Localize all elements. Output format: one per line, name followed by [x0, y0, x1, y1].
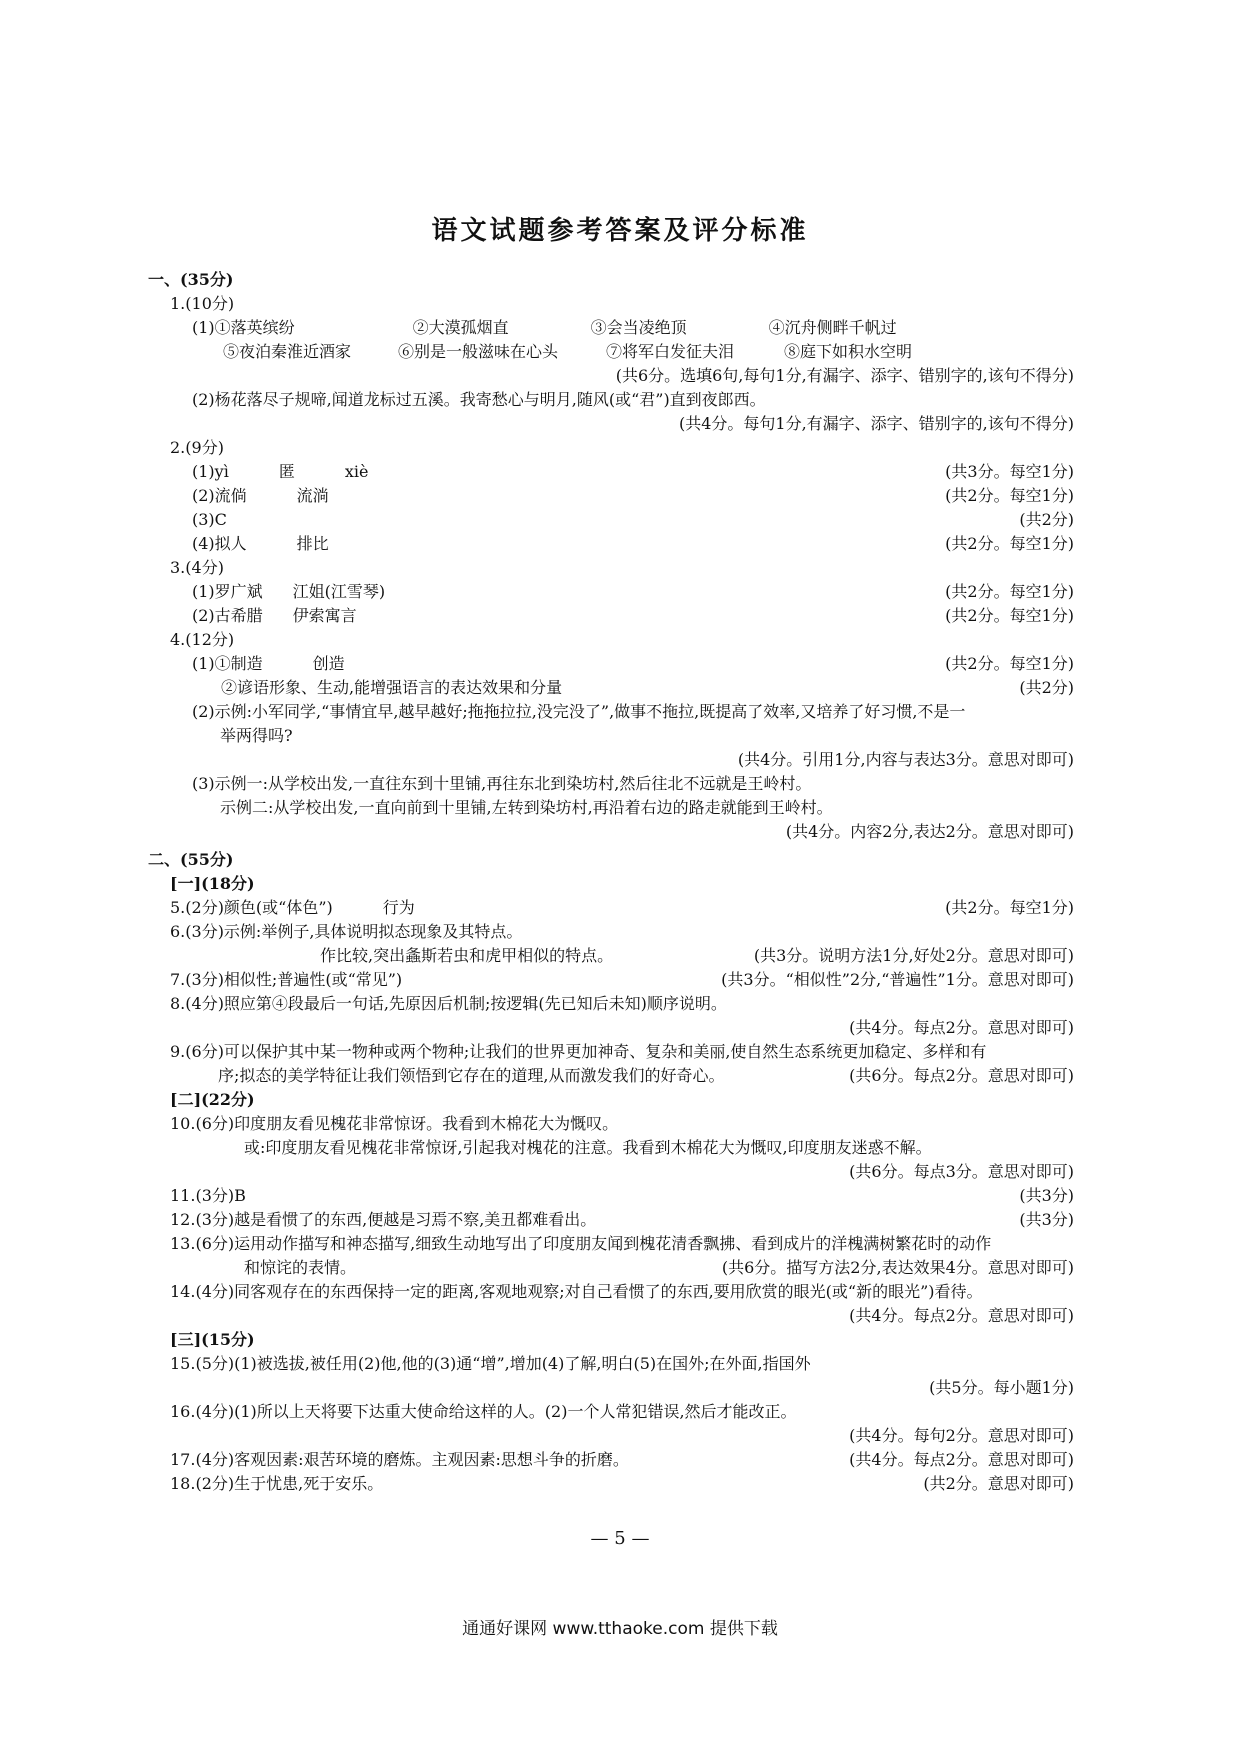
footer-credit: 通通好课网 www.tthaoke.com 提供下载: [462, 1619, 778, 1639]
q4-r2-score-line: [148, 748, 1074, 772]
q9-text2: 序;拟态的美学特征让我们领悟到它存在的道理,从而激发我们的好奇心。: [218, 1066, 725, 1085]
q16-score-line: [148, 1424, 1074, 1448]
q1-poems-row2: [148, 340, 1074, 364]
q1-s1-score-line: [148, 364, 1074, 388]
q15-score: (共5分。每小题1分): [929, 1378, 1074, 1397]
part1-heading: [148, 268, 1074, 292]
q1-poem-8: ⑧庭下如积水空明: [784, 342, 913, 361]
q13-line2: [148, 1256, 1074, 1280]
q1-poem-3: ③会当凌绝顶: [590, 318, 687, 337]
sec1-text: [一](18分): [170, 874, 255, 893]
q1-poem-2: ②大漠孤烟直: [412, 318, 509, 337]
q2-r4-a: (4)拟人: [192, 534, 247, 553]
q2-r3-a: (3)C: [192, 510, 227, 529]
q8-line: [148, 992, 1074, 1016]
q1-poem-4: ④沉舟侧畔千帆过: [768, 318, 897, 337]
q14-text: 14.(4分)同客观存在的东西保持一定的距离,客观地观察;对自己看惯了的东西,要用欣赏的眼光(或“新的眼光”)看待。: [170, 1282, 983, 1301]
q1-poem-6: ⑥别是一般滋味在心头: [398, 342, 559, 361]
q2-r2-b: 流淌: [296, 486, 329, 505]
q16-score: (共4分。每句2分。意思对即可): [849, 1426, 1074, 1445]
q6-line2: [148, 944, 1074, 968]
part1-heading-text: 一、(35分): [148, 270, 234, 289]
q5-score: (共2分。每空1分): [945, 898, 1074, 917]
q8-text: 8.(4分)照应第④段最后一句话,先原因后机制;按逻辑(先已知后未知)顺序说明。: [170, 994, 727, 1013]
q10-text1: 10.(6分)印度朋友看见槐花非常惊讶。我看到木棉花大为慨叹。: [170, 1114, 619, 1133]
q2-r1-a: (1)yì: [192, 462, 229, 481]
part2-heading: [148, 848, 1074, 872]
q1-s2-score-line: [148, 412, 1074, 436]
q2-row3: [148, 508, 1074, 532]
q18-score: (共2分。意思对即可): [923, 1474, 1074, 1493]
q4-r2-line1: (2)示例:小军同学,“事情宜早,越早越好;拖拖拉拉,没完没了”,做事不拖拉,既提高了效率,又培养了好习惯,不是一: [192, 702, 966, 721]
part2-heading-text: 二、(55分): [148, 850, 234, 869]
q3-r1-a: (1)罗广斌: [192, 582, 263, 601]
q4-r3-line2: 示例二:从学校出发,一直向前到十里铺,左转到染坊村,再沿着右边的路走就能到王岭村。: [220, 798, 833, 817]
q4-row1-2: [148, 676, 1074, 700]
q4-r2-score: (共4分。引用1分,内容与表达3分。意思对即可): [737, 750, 1074, 769]
q4-row2-line1: [148, 700, 1074, 724]
q9-line1: [148, 1040, 1074, 1064]
answer-content: [148, 268, 1074, 1496]
q13-text2: 和惊诧的表情。: [244, 1258, 357, 1277]
q1-head: [148, 292, 1074, 316]
q13-text1: 13.(6分)运用动作描写和神态描写,细致生动地写出了印度朋友闻到槐花清香飘拂、看到成片的洋槐满树繁花时的动作: [170, 1234, 992, 1253]
q3-row1: [148, 580, 1074, 604]
q5-b: 行为: [382, 898, 415, 917]
q1-s1-score: (共6分。选填6句,每句1分,有漏字、添字、错别字的,该句不得分): [615, 366, 1074, 385]
q4-r1-b: 创造: [312, 654, 345, 673]
q15-score-line: [148, 1376, 1074, 1400]
q3-head-text: 3.(4分): [170, 558, 224, 577]
q13-line1: [148, 1232, 1074, 1256]
q10-line2: [148, 1136, 1074, 1160]
q17-score: (共4分。每点2分。意思对即可): [849, 1450, 1074, 1469]
q2-row2: [148, 484, 1074, 508]
q8-score-line: [148, 1016, 1074, 1040]
q6-score: (共3分。说明方法1分,好处2分。意思对即可): [753, 946, 1074, 965]
q3-head: [148, 556, 1074, 580]
q14-line: [148, 1280, 1074, 1304]
q11-score: (共3分): [1019, 1186, 1074, 1205]
part2-sec2: [148, 1088, 1074, 1112]
q1-s2-text: (2)杨花落尽子规啼,闻道龙标过五溪。我寄愁心与明月,随风(或“君”)直到夜郎西。: [192, 390, 766, 409]
q4-row3-line1: [148, 772, 1074, 796]
q2-r1-score: (共3分。每空1分): [945, 462, 1074, 481]
q2-head-text: 2.(9分): [170, 438, 224, 457]
q18-line: [148, 1472, 1074, 1496]
q1-s2-score: (共4分。每句1分,有漏字、添字、错别字的,该句不得分): [678, 414, 1074, 433]
q6-text1: 6.(3分)示例:举例子,具体说明拟态现象及其特点。: [170, 922, 523, 941]
q4-r1-2-score: (共2分): [1019, 678, 1074, 697]
q2-r2-a: (2)流倘: [192, 486, 247, 505]
q2-r3-score: (共2分): [1019, 510, 1074, 529]
q4-r3-score-line: [148, 820, 1074, 844]
q3-row2: [148, 604, 1074, 628]
q2-row4: [148, 532, 1074, 556]
q4-r1-2-text: ②谚语形象、生动,能增强语言的表达效果和分量: [221, 678, 563, 697]
page-number: — 5 —: [590, 1528, 650, 1549]
q7-line: [148, 968, 1074, 992]
q9-score: (共6分。每点2分。意思对即可): [849, 1066, 1074, 1085]
q3-r1-score: (共2分。每空1分): [945, 582, 1074, 601]
q16-text: 16.(4分)(1)所以上天将要下达重大使命给这样的人。(2)一个人常犯错误,然后才能改正。: [170, 1402, 797, 1421]
q2-r1-c: xiè: [344, 462, 369, 481]
q3-r2-score: (共2分。每空1分): [945, 606, 1074, 625]
q10-line1: [148, 1112, 1074, 1136]
q15-line: [148, 1352, 1074, 1376]
q9-line2: [148, 1064, 1074, 1088]
q2-r4-score: (共2分。每空1分): [945, 534, 1074, 553]
sec2-text: [二](22分): [170, 1090, 255, 1109]
page-title: 语文试题参考答案及评分标准: [431, 216, 809, 246]
q4-r2-line2: 举两得吗?: [220, 726, 293, 745]
q4-row1: [148, 652, 1074, 676]
part2-sec3: [148, 1328, 1074, 1352]
q7-score: (共3分。“相似性”2分,“普遍性”1分。意思对即可): [721, 970, 1074, 989]
q3-r2-b: 伊索寓言: [292, 606, 357, 625]
q10-text2: 或:印度朋友看见槐花非常惊讶,引起我对槐花的注意。我看到木棉花大为慨叹,印度朋友迷惑不解。: [244, 1138, 932, 1157]
q9-text1: 9.(6分)可以保护其中某一物种或两个物种;让我们的世界更加神奇、复杂和美丽,使自然生态系统更加稳定、多样和有: [170, 1042, 987, 1061]
q13-score: (共6分。描写方法2分,表达效果4分。意思对即可): [721, 1258, 1074, 1277]
q12-text: 12.(3分)越是看惯了的东西,便越是习焉不察,美丑都难看出。: [170, 1210, 597, 1229]
q6-line1: [148, 920, 1074, 944]
q14-score: (共4分。每点2分。意思对即可): [849, 1306, 1074, 1325]
q2-head: [148, 436, 1074, 460]
q17-text: 17.(4分)客观因素:艰苦环境的磨炼。主观因素:思想斗争的折磨。: [170, 1450, 629, 1469]
q11-line: [148, 1184, 1074, 1208]
q3-r1-b: 江姐(江雪琴): [292, 582, 386, 601]
q6-text2: 作比较,突出螽斯若虫和虎甲相似的特点。: [320, 946, 614, 965]
q10-score-line: [148, 1160, 1074, 1184]
q2-r2-score: (共2分。每空1分): [945, 486, 1074, 505]
q4-head-text: 4.(12分): [170, 630, 235, 649]
part2-sec1: [148, 872, 1074, 896]
q1-poem-1: ①落英缤纷: [214, 318, 295, 337]
q1-s2-line: [148, 388, 1074, 412]
q1-head-text: 1.(10分): [170, 294, 235, 313]
q8-score: (共4分。每点2分。意思对即可): [849, 1018, 1074, 1037]
q2-row1: [148, 460, 1074, 484]
q4-r1-a: (1)①制造: [192, 654, 263, 673]
q17-line: [148, 1448, 1074, 1472]
q4-row3-line2: [148, 796, 1074, 820]
q5-line: [148, 896, 1074, 920]
q1-poems-row1: [148, 316, 1074, 340]
q5-a: 5.(2分)颜色(或“体色”): [170, 898, 333, 917]
q2-r4-b: 排比: [296, 534, 329, 553]
q18-text: 18.(2分)生于忧患,死于安乐。: [170, 1474, 384, 1493]
q11-text: 11.(3分)B: [170, 1186, 246, 1205]
q4-row2-line2: [148, 724, 1074, 748]
q4-head: [148, 628, 1074, 652]
q4-r3-score: (共4分。内容2分,表达2分。意思对即可): [785, 822, 1074, 841]
q15-text: 15.(5分)(1)被选拔,被任用(2)他,他的(3)通“增”,增加(4)了解,明白(5)在国外;在外面,指国外: [170, 1354, 811, 1373]
q7-text: 7.(3分)相似性;普遍性(或“常见”): [170, 970, 403, 989]
q14-score-line: [148, 1304, 1074, 1328]
q1-s1-label: (1): [192, 318, 215, 337]
q4-r3-line1: (3)示例一:从学校出发,一直往东到十里铺,再往东北到染坊村,然后往北不远就是王岭村。: [192, 774, 812, 793]
q10-score: (共6分。每点3分。意思对即可): [849, 1162, 1074, 1181]
q16-line: [148, 1400, 1074, 1424]
q3-r2-a: (2)古希腊: [192, 606, 263, 625]
sec3-text: [三](15分): [170, 1330, 255, 1349]
q1-poem-7: ⑦将军白发征夫泪: [606, 342, 735, 361]
q12-line: [148, 1208, 1074, 1232]
q2-r1-b: 匿: [278, 462, 295, 481]
q12-score: (共3分): [1019, 1210, 1074, 1229]
q1-poem-5: ⑤夜泊秦淮近酒家: [223, 342, 352, 361]
q4-r1-score: (共2分。每空1分): [945, 654, 1074, 673]
